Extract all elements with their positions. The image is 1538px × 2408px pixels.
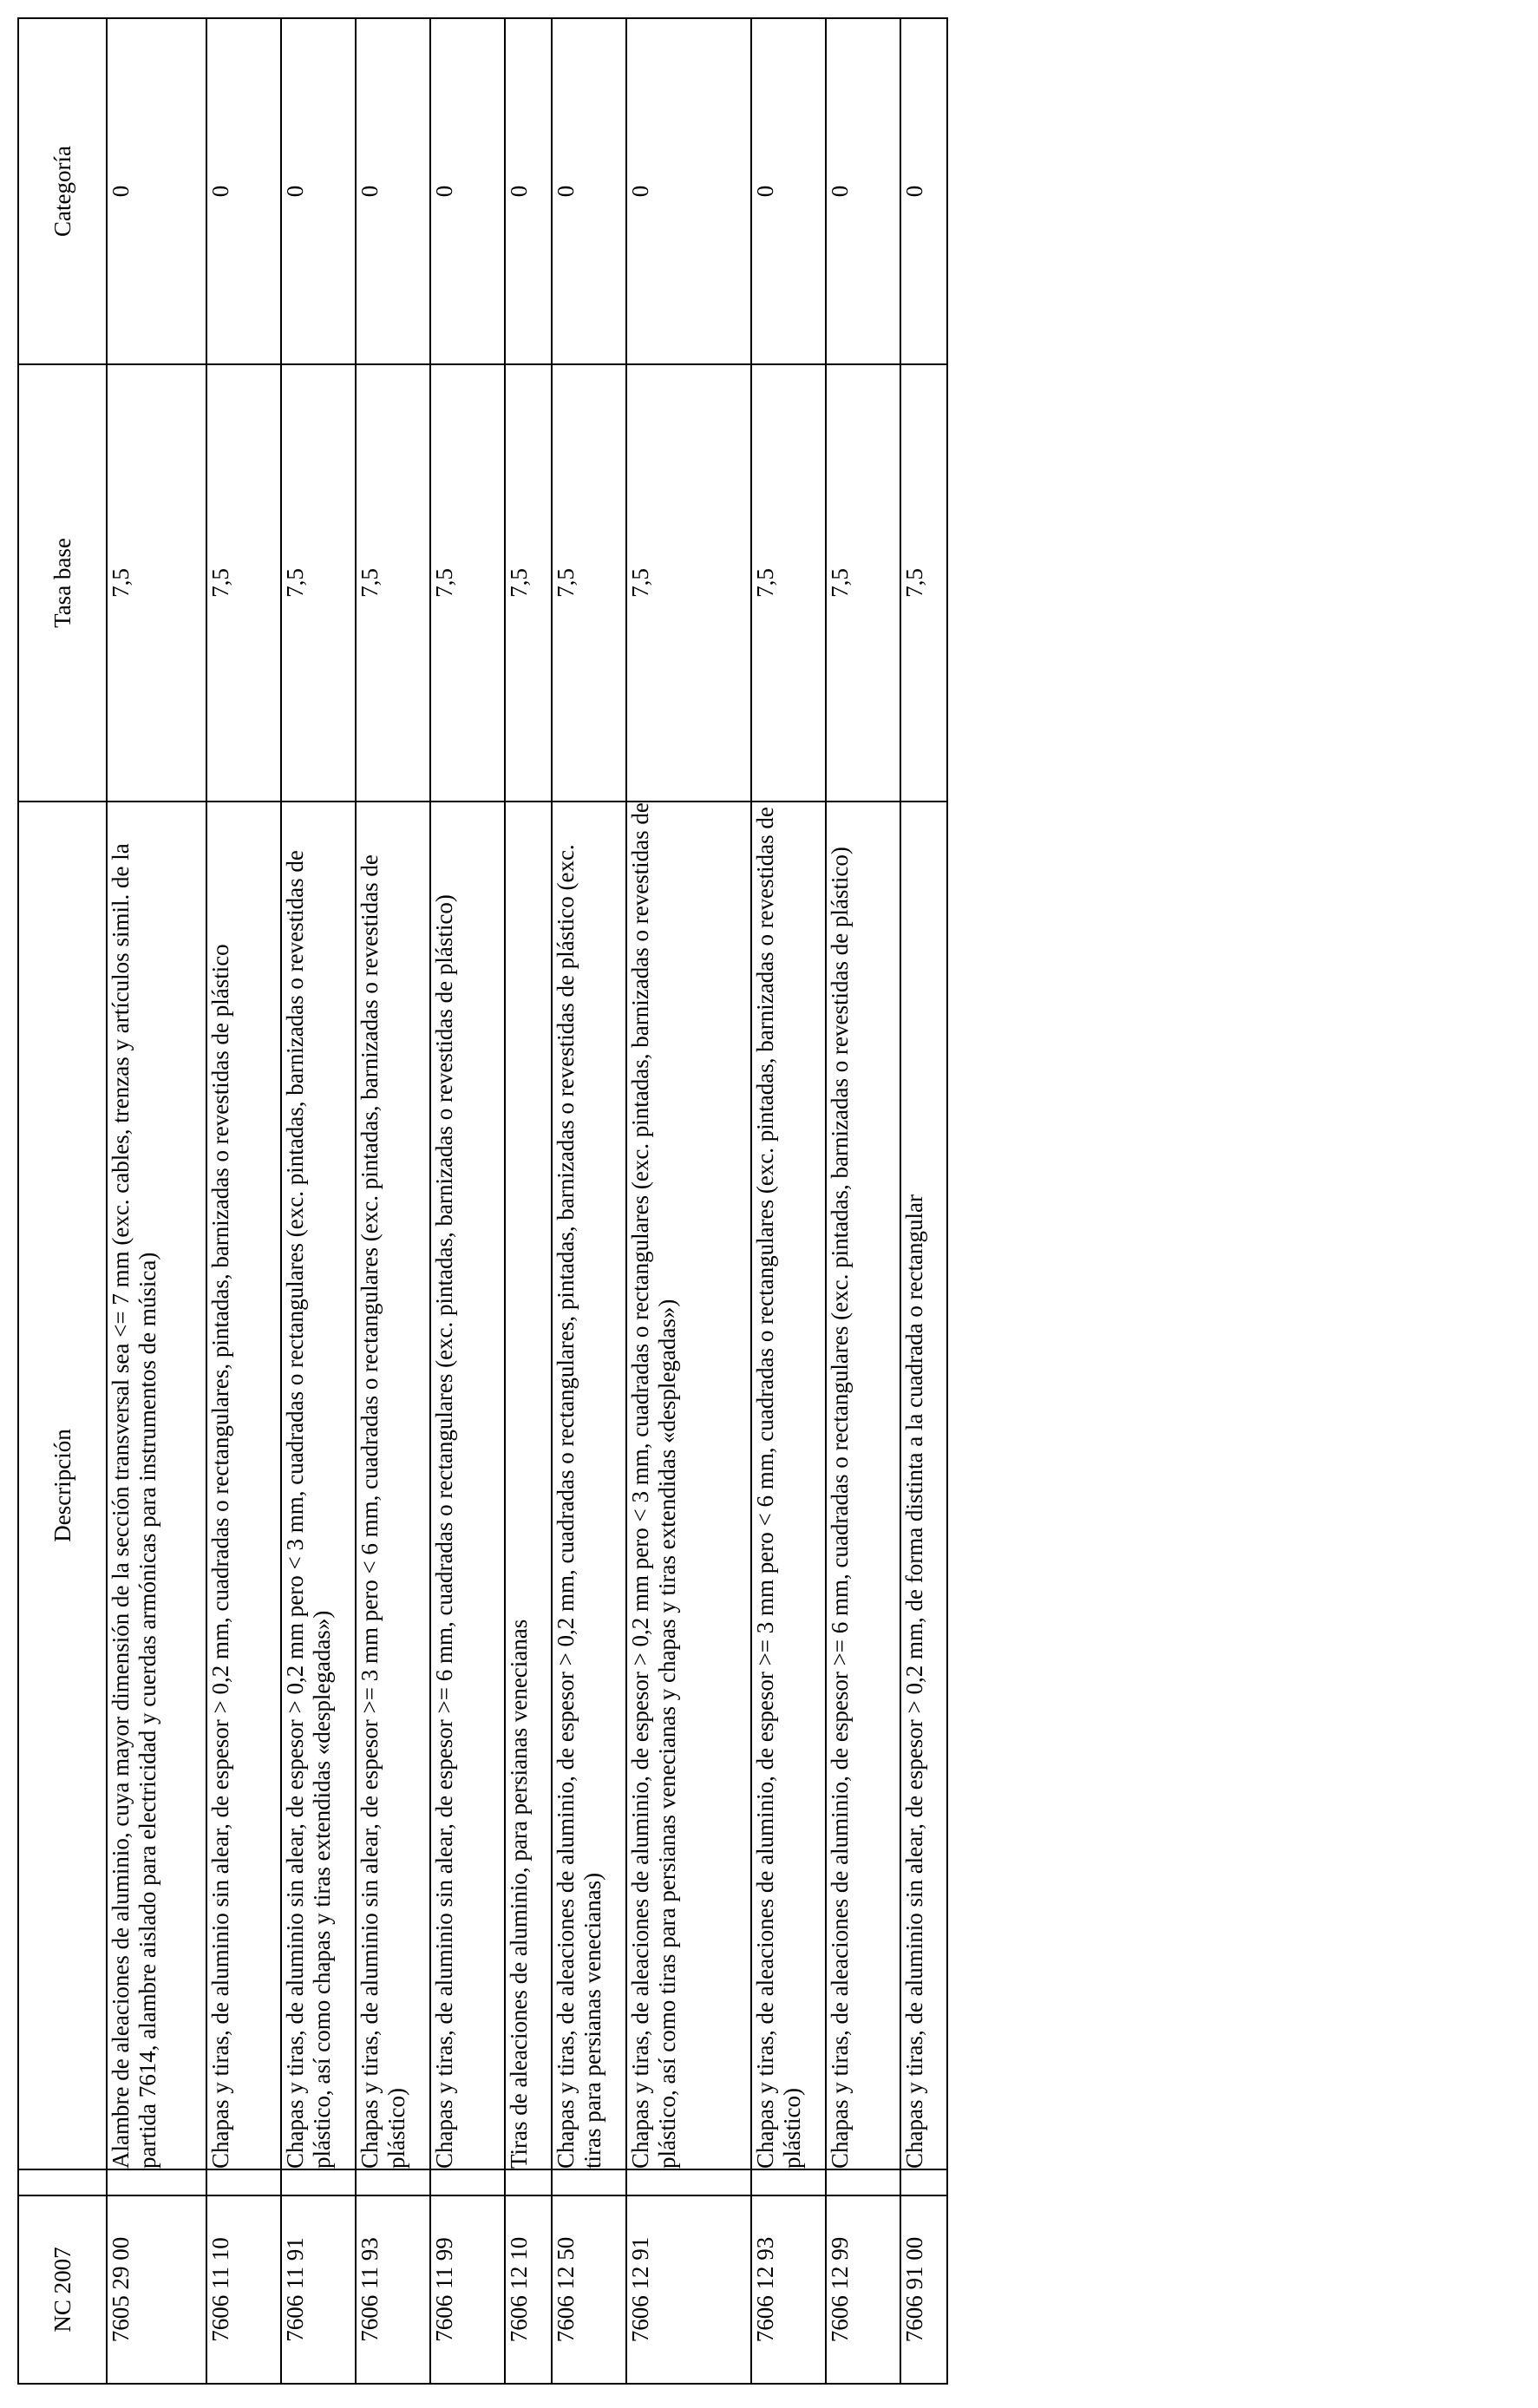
cell-category: 0 <box>107 18 206 364</box>
cell-gap <box>356 2169 430 2195</box>
table-row <box>356 18 430 2384</box>
cell-code: 7606 12 99 <box>826 2195 900 2384</box>
table-row <box>107 18 206 2384</box>
cell-description: Chapas y tiras, de aluminio sin alear, de espesor >= 6 mm, cuadradas o rectangulares (exc. pintadas, barnizadas o revestidas de plástico) <box>430 802 505 2169</box>
cell-description: Chapas y tiras, de aleaciones de aluminio, de espesor >= 3 mm pero < 6 mm, cuadradas o rectangulares (exc. pintadas, barnizadas o revestidas de plástico) <box>751 802 826 2169</box>
header-category: Categoría <box>18 18 107 364</box>
cell-gap <box>751 2169 826 2195</box>
cell-gap <box>552 2169 626 2195</box>
cell-gap <box>107 2169 206 2195</box>
header-description: Descripción <box>18 802 107 2169</box>
cell-code: 7606 11 10 <box>206 2195 281 2384</box>
rotated-table-page <box>17 19 1146 2385</box>
table-row <box>552 18 626 2384</box>
cell-category: 0 <box>552 18 626 364</box>
cell-gap <box>430 2169 505 2195</box>
cell-rate: 7,5 <box>751 364 826 802</box>
cell-rate: 7,5 <box>281 364 356 802</box>
cell-rate: 7,5 <box>356 364 430 802</box>
tariff-table <box>17 17 948 2385</box>
cell-rate: 7,5 <box>900 364 947 802</box>
cell-code: 7606 11 91 <box>281 2195 356 2384</box>
cell-code: 7606 12 50 <box>552 2195 626 2384</box>
cell-code: 7606 91 00 <box>900 2195 947 2384</box>
table-row <box>206 18 281 2384</box>
cell-gap <box>206 2169 281 2195</box>
cell-code: 7606 12 93 <box>751 2195 826 2384</box>
cell-category: 0 <box>206 18 281 364</box>
table-row <box>281 18 356 2384</box>
cell-rate: 7,5 <box>430 364 505 802</box>
cell-rate: 7,5 <box>552 364 626 802</box>
cell-description: Tiras de aleaciones de aluminio, para persianas venecianas <box>505 802 552 2169</box>
header-gap <box>18 2169 107 2195</box>
cell-description: Chapas y tiras, de aleaciones de aluminio, de espesor > 0,2 mm pero < 3 mm, cuadradas o rectangulares (exc. pintadas, barnizadas o revestidas de plástico, así como tiras para persianas venecianas y chapas y tiras extendidas «desplegadas») <box>626 802 751 2169</box>
cell-description: Chapas y tiras, de aluminio sin alear, de espesor > 0,2 mm pero < 3 mm, cuadradas o rectangulares (exc. pintadas, barnizadas o revestidas de plástico, así como chapas y tiras extendidas «desplegadas») <box>281 802 356 2169</box>
cell-code: 7605 29 00 <box>107 2195 206 2384</box>
cell-gap <box>281 2169 356 2195</box>
cell-gap <box>826 2169 900 2195</box>
cell-description: Chapas y tiras, de aluminio sin alear, de espesor > 0,2 mm, cuadradas o rectangulares, pintadas, barnizadas o revestidas de plástico <box>206 802 281 2169</box>
header-rate: Tasa base <box>18 364 107 802</box>
table-row <box>430 18 505 2384</box>
cell-description: Chapas y tiras, de aluminio sin alear, de espesor >= 3 mm pero < 6 mm, cuadradas o rectangulares (exc. pintadas, barnizadas o revestidas de plástico) <box>356 802 430 2169</box>
cell-category: 0 <box>430 18 505 364</box>
cell-description: Alambre de aleaciones de aluminio, cuya mayor dimensión de la sección transversal sea <= 7 mm (exc. cables, trenzas y artículos simil. de la partida 7614, alambre aislado para electricidad y cuerdas armónicas para instrumentos de música) <box>107 802 206 2169</box>
cell-category: 0 <box>356 18 430 364</box>
cell-description: Chapas y tiras, de aluminio sin alear, de espesor > 0,2 mm, de forma distinta a la cuadrada o rectangular <box>900 802 947 2169</box>
table-row <box>826 18 900 2384</box>
cell-code: 7606 11 99 <box>430 2195 505 2384</box>
cell-category: 0 <box>626 18 751 364</box>
cell-code: 7606 12 10 <box>505 2195 552 2384</box>
cell-description: Chapas y tiras, de aleaciones de aluminio, de espesor >= 6 mm, cuadradas o rectangulares (exc. pintadas, barnizadas o revestidas de plástico) <box>826 802 900 2169</box>
cell-description: Chapas y tiras, de aleaciones de aluminio, de espesor > 0,2 mm, cuadradas o rectangulares, pintadas, barnizadas o revestidas de plástico (exc. tiras para persianas venecianas) <box>552 802 626 2169</box>
table-header-row <box>18 18 107 2384</box>
cell-category: 0 <box>281 18 356 364</box>
cell-category: 0 <box>900 18 947 364</box>
cell-gap <box>626 2169 751 2195</box>
cell-code: 7606 11 93 <box>356 2195 430 2384</box>
cell-rate: 7,5 <box>505 364 552 802</box>
cell-rate: 7,5 <box>826 364 900 802</box>
cell-rate: 7,5 <box>206 364 281 802</box>
cell-code: 7606 12 91 <box>626 2195 751 2384</box>
table-row <box>626 18 751 2384</box>
cell-rate: 7,5 <box>107 364 206 802</box>
cell-category: 0 <box>751 18 826 364</box>
cell-gap <box>900 2169 947 2195</box>
cell-rate: 7,5 <box>626 364 751 802</box>
cell-category: 0 <box>826 18 900 364</box>
table-row <box>900 18 947 2384</box>
cell-gap <box>505 2169 552 2195</box>
header-code: NC 2007 <box>18 2195 107 2384</box>
table-row <box>751 18 826 2384</box>
table-row <box>505 18 552 2384</box>
cell-category: 0 <box>505 18 552 364</box>
